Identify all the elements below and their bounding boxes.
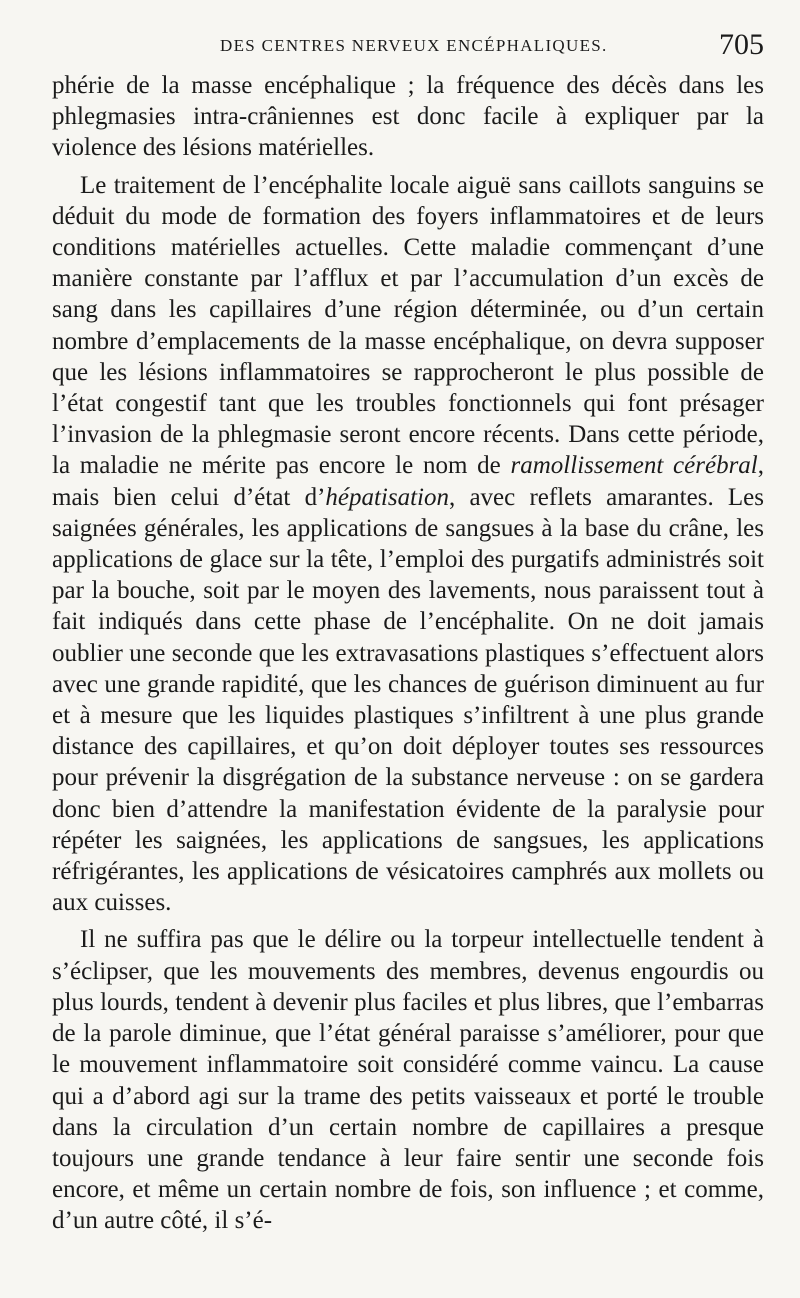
paragraph-text: phérie de la masse encéphalique ; la fréquence des décès dans les phlegmasies intra-crâniennes est donc facile à expliquer par la violence des lésions matérielles. bbox=[52, 72, 764, 162]
page-number: 705 bbox=[719, 28, 764, 61]
body-text bbox=[52, 70, 764, 1237]
paragraph-text: Le traitement de l’encéphalite locale aiguë sans caillots sanguins se déduit du mode de formation des foyers inflammatoires et de leurs conditions matérielles actuelles. Cette maladie commençant d’une manière constante par l’afflux et par l’accumulation d’un excès de sang dans les capillaires d’une région déterminée, ou d’un certain nombre d’emplacements de la masse encéphalique, on devra supposer que les lésions inflammatoires se rapprocheront le plus possible de l’état congestif tant que les troubles fonctionnels qui font présager l’invasion de la phlegmasie seront encore récents. Dans cette période, la maladie ne mérite pas encore le nom de bbox=[52, 171, 764, 480]
paragraph-text: Il ne suffira pas que le délire ou la torpeur intellectuelle tendent à s’éclipser, que les mouvements des membres, devenus engourdis ou plus lourds, tendent à devenir plus faciles et plus libres, que l’embarras de la parole diminue, que l’état général paraisse s’améliorer, pour que le mouvement inflammatoire soit considéré comme vaincu. La cause qui a d’abord agi sur la trame des petits vaisseaux et porté le trouble dans la circulation d’un certain nombre de capillaires a presque toujours une grande tendance à leur faire sentir une seconde fois encore, et même un certain nombre de fois, son influence ; et comme, d’un autre côté, il s’é- bbox=[52, 926, 764, 1235]
italic-term: hépatisation bbox=[325, 483, 449, 511]
paragraph-caution bbox=[52, 924, 764, 1236]
paragraph-treatment bbox=[52, 170, 764, 919]
paragraph-text: , avec reflets amarantes. Les saignées générales, les applications de sangsues à la base du crâne, les applications de glace sur la tête, l’emploi des purgatifs administrés soit par la bouche, soit par le moyen des lavements, nous paraissent tout à fait indiqués dans cette phase de l’encéphalite. On ne doit jamais oublier une seconde que les extravasations plastiques s’effectuent alors avec une grande rapidité, que les chances de guérison diminuent au fur et à mesure que les liquides plastiques s’infiltrent à une plus grande distance des capillaires, et qu’on doit déployer toutes ses ressources pour prévenir la disgrégation de la substance nerveuse : on se gardera donc bien d’attendre la manifestation évidente de la paralysie pour répéter les saignées, les applications de sangsues, les applications réfrigérantes, les applications de vésicatoires camphrés aux mollets ou aux cuisses. bbox=[52, 483, 764, 917]
paragraph-continuation bbox=[52, 70, 764, 164]
italic-term: ramollissement cérébral bbox=[510, 452, 758, 480]
page-header bbox=[52, 30, 764, 70]
running-title: DES CENTRES NERVEUX ENCÉPHALIQUES. bbox=[220, 36, 608, 55]
paragraph-text: , mais bien celui d’état d’ bbox=[52, 452, 764, 511]
